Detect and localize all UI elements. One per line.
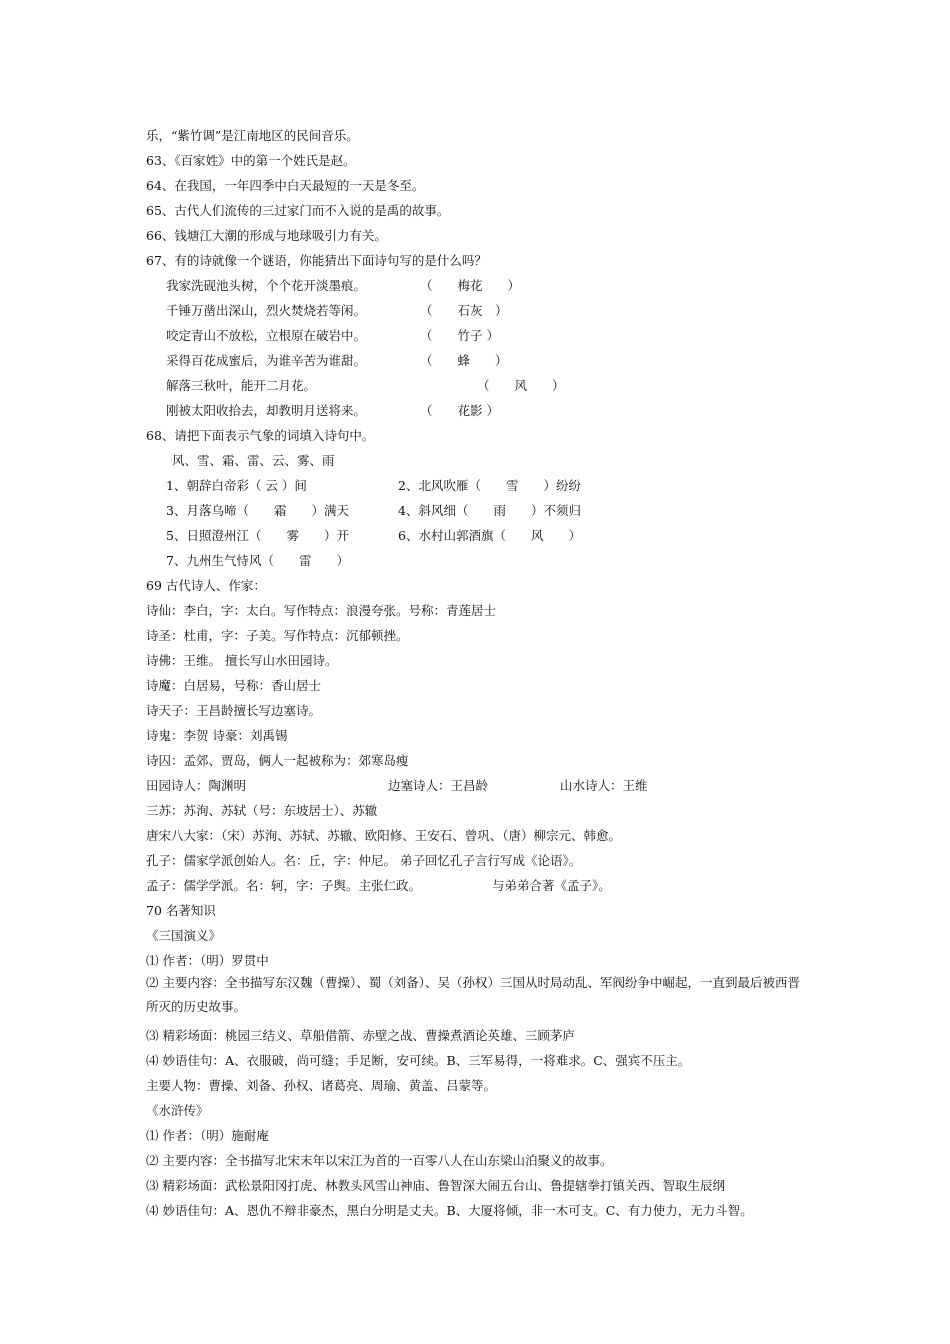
poet-line: 诗鬼：李贺 诗豪：刘禹锡	[146, 728, 288, 743]
question-65: 65、古代人们流传的三过家门而不入说的是禹的故事。	[146, 203, 450, 218]
book-detail: ⑵ 主要内容：全书描写东汉魏（曹操）、蜀（刘备）、吴（孙权）三国从时局动乱、军阀纷争中崛起，一直到最后被西晋所灭的历史故事。	[146, 975, 800, 1014]
question-63: 63、《百家姓》中的第一个姓氏是赵。	[146, 153, 356, 168]
poet-line: 诗圣：杜甫，字：子美。写作特点：沉郁顿挫。	[146, 628, 409, 643]
fill-item: 5、日照澄州江（ 雾 ）开	[166, 528, 349, 543]
poet-line: 山水诗人：王维	[560, 778, 648, 793]
poet-line: 三苏：苏洵、苏轼（号：东坡居士）、苏辙	[146, 803, 378, 818]
riddle-answer: （ 石灰 ）	[420, 303, 508, 318]
fill-item: 3、月落乌啼（ 霜 ）满天	[166, 503, 349, 518]
section-69-title: 69 古代诗人、作家：	[146, 578, 266, 593]
book-detail: ⑴ 作者：（明）罗贯中	[146, 953, 269, 968]
poet-line: 唐宋八大家：（宋）苏洵、苏轼、苏辙、欧阳修、王安石、曾巩、（唐）柳宗元、韩愈。	[146, 828, 622, 843]
riddle-answer: （ 花影 ）	[420, 403, 499, 418]
section-70-title: 70 名著知识	[146, 903, 216, 918]
fill-item: 6、水村山郭酒旗（ 风 ）	[398, 528, 581, 543]
riddle-answer: （ 风 ）	[477, 378, 565, 393]
riddle-line: 咬定青山不放松，立根原在破岩中。	[166, 328, 367, 343]
question-66: 66、钱塘江大潮的形成与地球吸引力有关。	[146, 228, 387, 243]
fill-item: 4、斜风细（ 雨 ）不须归	[398, 503, 581, 518]
poet-line: 诗仙：李白，字：太白。写作特点：浪漫夸张。号称：青莲居士	[146, 603, 497, 618]
book-detail: ⑷ 妙语佳句：A、恩仇不辩非豪杰，黑白分明是丈夫。B、大厦将倾，非一木可支。C、有力使力，无力斗智。	[146, 1203, 753, 1218]
fill-item: 1、朝辞白帝彩（ 云 ）间	[166, 478, 307, 493]
book-detail: ⑴ 作者：（明）施耐庵	[146, 1128, 269, 1143]
book-detail: ⑶ 精彩场面：武松景阳冈打虎、林教头风雪山神庙、鲁智深大闹五台山、鲁提辖拳打镇关西、智取生辰纲	[146, 1178, 725, 1193]
riddle-line: 千锤万凿出深山，烈火焚烧若等闲。	[166, 303, 367, 318]
riddle-line: 刚被太阳收拾去，却教明月送将来。	[166, 403, 367, 418]
weather-words: 风、雪、霜、雷、云、雾、雨	[172, 453, 335, 468]
riddle-answer: （ 蜂 ）	[420, 353, 508, 368]
riddle-answer: （ 梅花 ）	[420, 278, 521, 293]
fill-item: 7、九州生气恃风（ 雷 ）	[166, 553, 349, 568]
question-64: 64、在我国，一年四季中白天最短的一天是冬至。	[146, 178, 425, 193]
poet-line: 诗佛：王维。 擅长写山水田园诗。	[146, 653, 338, 668]
riddle-line: 解落三秋叶，能开二月花。	[166, 378, 317, 393]
poet-line: 孟子：儒学学派。名：轲，字：子舆。主张仁政。	[146, 878, 422, 893]
riddle-line: 我家洗砚池头树，个个花开淡墨痕。	[166, 278, 367, 293]
poet-line: 孔子：儒家学派创始人。名：丘，字：仲尼。 弟子回忆孔子言行写成《论语》。	[146, 853, 582, 868]
question-67: 67、有的诗就像一个谜语，你能猜出下面诗句写的是什么吗？	[146, 253, 487, 268]
book-detail: 主要人物：曹操、刘备、孙权、诸葛亮、周瑜、黄盖、吕蒙等。	[146, 1078, 497, 1093]
poet-line: 边塞诗人：王昌龄	[388, 778, 489, 793]
poet-line: 诗魔：白居易，号称：香山居士	[146, 678, 322, 693]
poet-line: 诗囚：孟郊、贾岛，俩人一起被称为：郊寒岛瘦	[146, 753, 409, 768]
book-title: 《三国演义》	[146, 928, 222, 943]
poet-line: 诗天子：王昌龄擅长写边塞诗。	[146, 703, 322, 718]
riddle-line: 采得百花成蜜后，为谁辛苦为谁甜。	[166, 353, 367, 368]
fill-item: 2、北风吹雁（ 雪 ）纷纷	[398, 478, 581, 493]
book-title: 《水浒传》	[146, 1103, 209, 1118]
book-detail: ⑷ 妙语佳句：A、衣服破，尚可缝；手足断，安可续。B、三军易得，一将难求。C、强宾不压主。	[146, 1053, 691, 1068]
book-detail: ⑵ 主要内容：全书描写北宋末年以宋江为首的一百零八人在山东梁山泊聚义的故事。	[146, 1153, 613, 1168]
question-68: 68、请把下面表示气象的词填入诗句中。	[146, 428, 375, 443]
book-detail: ⑶ 精彩场面：桃园三结义、草船借箭、赤壁之战、曹操煮酒论英雄、三顾茅庐	[146, 1028, 575, 1043]
riddle-answer: （ 竹子 ）	[420, 328, 499, 343]
text-line: 乐，“紫竹调”是江南地区的民间音乐。	[146, 128, 359, 143]
poet-line: 田园诗人：陶渊明	[146, 778, 247, 793]
poet-line: 与弟弟合著《孟子》。	[492, 878, 611, 893]
